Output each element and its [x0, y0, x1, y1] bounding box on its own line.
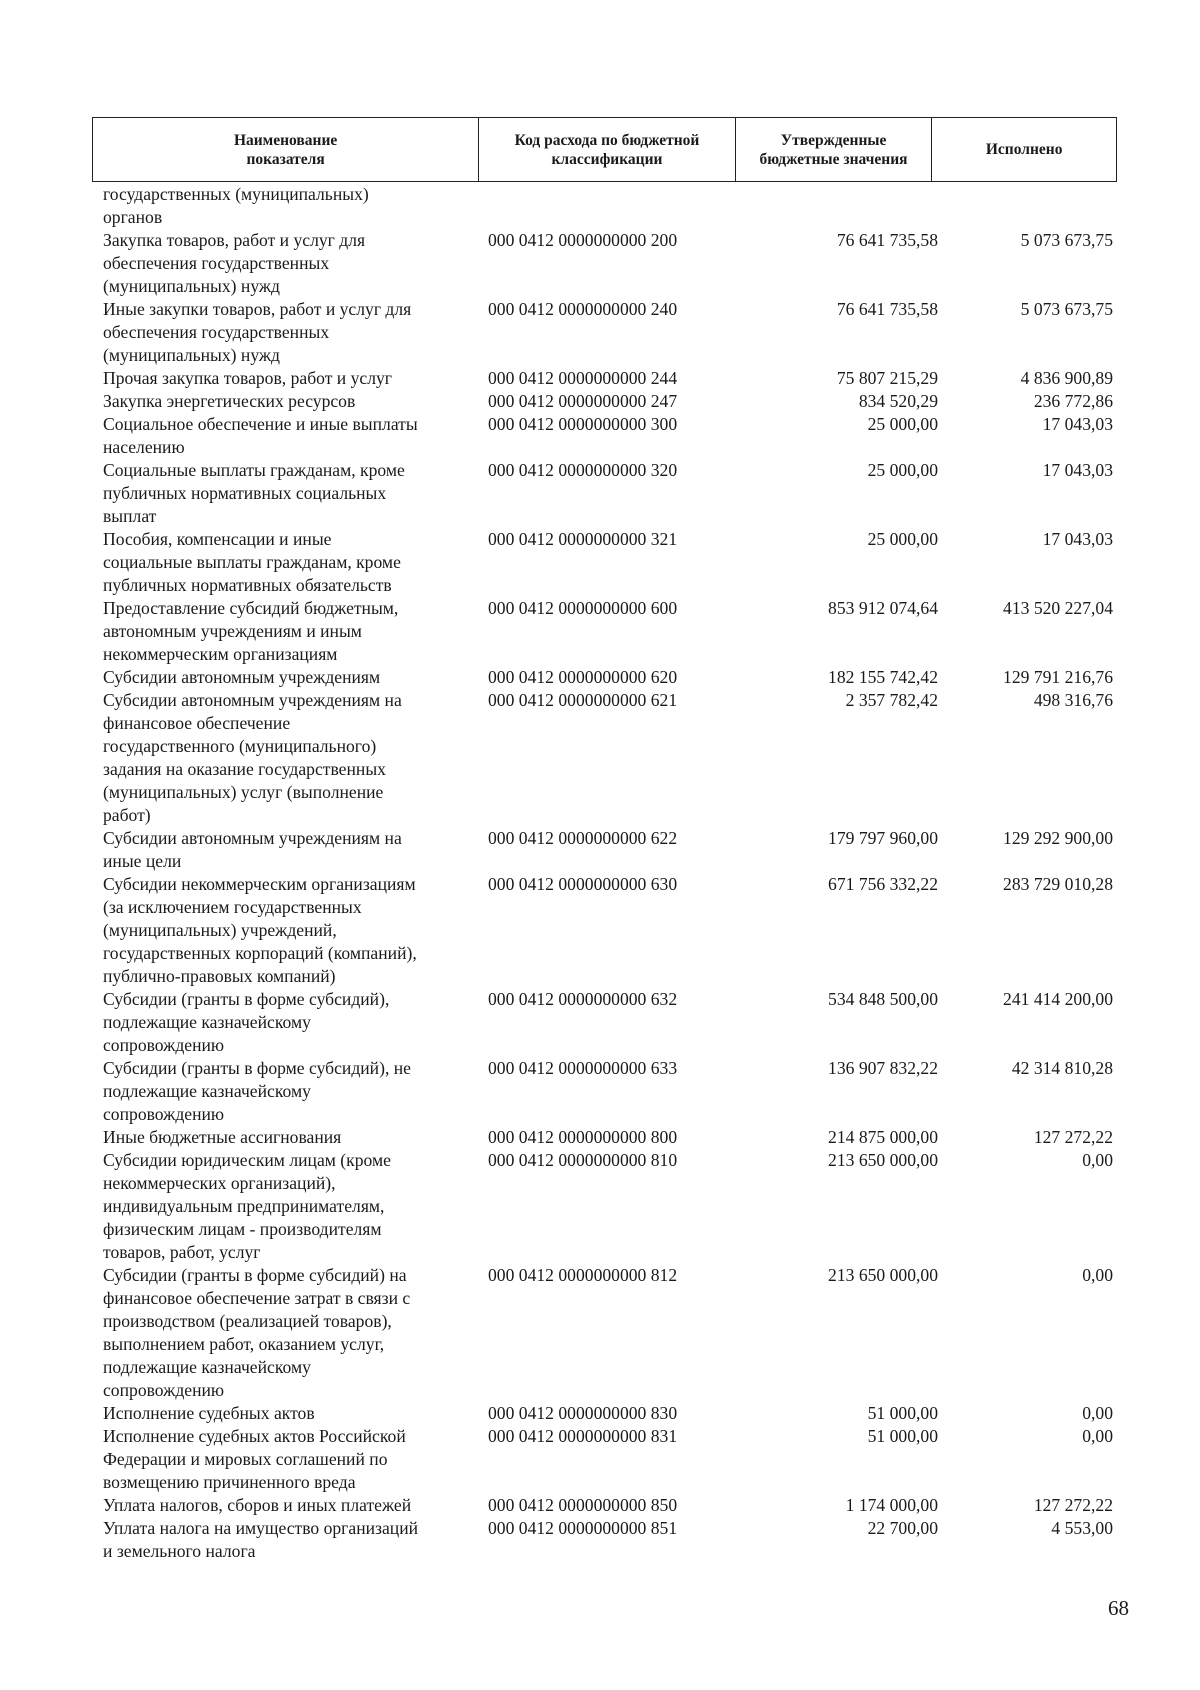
row-name: Предоставление субсидий бюджетным, автономным учреждениям и иным некоммерческим организациям	[103, 598, 399, 664]
row-name: государственных (муниципальных) органов	[103, 184, 369, 227]
table-row	[103, 873, 1113, 988]
row-name: Уплата налогов, сборов и иных платежей	[103, 1495, 412, 1515]
table-row	[103, 1264, 1113, 1402]
header-code-text: Код расхода по бюджетной классификации	[514, 131, 700, 168]
table-row	[103, 597, 1113, 666]
table-row	[103, 689, 1113, 827]
row-name: Субсидии автономным учреждениям на иные цели	[103, 828, 402, 871]
row-executed: 4 836 900,89	[1020, 368, 1113, 388]
row-approved: 25 000,00	[867, 414, 938, 434]
row-name: Уплата налога на имущество организаций и земельного налога	[103, 1518, 419, 1561]
row-executed: 241 414 200,00	[1003, 989, 1113, 1009]
row-approved: 22 700,00	[867, 1518, 938, 1538]
row-name: Субсидии автономным учреждениям на финансовое обеспечение государственного (муниципального) задания на оказание государственных (муниципальных) услуг (выполнение работ)	[103, 690, 402, 825]
row-name: Субсидии юридическим лицам (кроме некоммерческих организаций), индивидуальным предпринимателям, физическим лицам - производителям товаров, работ, услуг	[103, 1150, 391, 1262]
table-row	[103, 367, 1113, 390]
row-approved: 51 000,00	[867, 1426, 938, 1446]
table-row	[103, 229, 1113, 298]
row-executed: 0,00	[1082, 1150, 1113, 1170]
row-code: 000 0412 0000000000 620	[488, 667, 678, 687]
row-name: Исполнение судебных актов	[103, 1403, 315, 1423]
table-body	[103, 183, 1113, 1563]
row-code: 000 0412 0000000000 831	[488, 1426, 678, 1446]
row-approved: 214 875 000,00	[828, 1127, 938, 1147]
row-name: Субсидии (гранты в форме субсидий) на финансовое обеспечение затрат в связи с производством (реализацией товаров), выполнением работ, оказанием услуг, подлежащие казначейскому сопровождению	[103, 1265, 411, 1400]
row-approved	[748, 183, 938, 229]
header-executed	[932, 118, 1116, 181]
row-code: 000 0412 0000000000 240	[488, 299, 678, 319]
row-approved: 834 520,29	[858, 391, 938, 411]
row-executed: 498 316,76	[1033, 690, 1113, 710]
row-executed: 42 314 810,28	[1011, 1058, 1113, 1078]
row-executed: 129 292 900,00	[1003, 828, 1113, 848]
row-code: 000 0412 0000000000 851	[488, 1518, 678, 1538]
row-code: 000 0412 0000000000 622	[488, 828, 678, 848]
table-row	[103, 390, 1113, 413]
table-row	[103, 1126, 1113, 1149]
row-approved: 51 000,00	[867, 1403, 938, 1423]
row-executed: 0,00	[1082, 1426, 1113, 1446]
row-name: Социальные выплаты гражданам, кроме публичных нормативных социальных выплат	[103, 460, 405, 526]
table-row	[103, 1494, 1113, 1517]
row-approved: 136 907 832,22	[828, 1058, 938, 1078]
table-row	[103, 298, 1113, 367]
row-executed: 413 520 227,04	[1003, 598, 1113, 618]
row-code: 000 0412 0000000000 850	[488, 1495, 678, 1515]
row-executed: 283 729 010,28	[1003, 874, 1113, 894]
row-name: Субсидии некоммерческим организациям (за исключением государственных (муниципальных) учреждений, государственных корпораций (компаний), публично-правовых компаний)	[103, 874, 417, 986]
row-name: Пособия, компенсации и иные социальные выплаты гражданам, кроме публичных нормативных обязательств	[103, 529, 401, 595]
table-row	[103, 1517, 1113, 1563]
table-row	[103, 827, 1113, 873]
table-row	[103, 183, 1113, 229]
row-code: 000 0412 0000000000 247	[488, 391, 678, 411]
row-name: Иные закупки товаров, работ и услуг для обеспечения государственных (муниципальных) нужд	[103, 299, 412, 365]
row-code: 000 0412 0000000000 320	[488, 460, 678, 480]
row-code: 000 0412 0000000000 800	[488, 1127, 678, 1147]
row-executed: 4 553,00	[1051, 1518, 1113, 1538]
table-row	[103, 1402, 1113, 1425]
row-code: 000 0412 0000000000 632	[488, 989, 678, 1009]
row-code: 000 0412 0000000000 633	[488, 1058, 678, 1078]
row-code: 000 0412 0000000000 812	[488, 1265, 678, 1285]
row-name: Субсидии (гранты в форме субсидий), не подлежащие казначейскому сопровождению	[103, 1058, 411, 1124]
table-row	[103, 666, 1113, 689]
row-name: Закупка товаров, работ и услуг для обеспечения государственных (муниципальных) нужд	[103, 230, 366, 296]
row-name: Социальное обеспечение и иные выплаты населению	[103, 414, 418, 457]
row-code: 000 0412 0000000000 200	[488, 230, 678, 250]
row-code: 000 0412 0000000000 300	[488, 414, 678, 434]
row-executed: 127 272,22	[1033, 1127, 1113, 1147]
row-approved: 76 641 735,58	[836, 299, 938, 319]
header-approved	[736, 118, 933, 181]
table-row	[103, 1057, 1113, 1126]
row-approved: 213 650 000,00	[828, 1150, 938, 1170]
row-approved: 534 848 500,00	[828, 989, 938, 1009]
row-executed: 127 272,22	[1033, 1495, 1113, 1515]
row-approved: 25 000,00	[867, 460, 938, 480]
row-approved: 853 912 074,64	[828, 598, 938, 618]
row-name: Прочая закупка товаров, работ и услуг	[103, 368, 393, 388]
row-name: Субсидии (гранты в форме субсидий), подлежащие казначейскому сопровождению	[103, 989, 390, 1055]
row-executed	[938, 183, 1113, 229]
table-row	[103, 988, 1113, 1057]
row-approved: 671 756 332,22	[828, 874, 938, 894]
row-approved: 2 357 782,42	[845, 690, 938, 710]
table-header	[92, 117, 1117, 182]
row-code: 000 0412 0000000000 600	[488, 598, 678, 618]
row-executed: 17 043,03	[1042, 414, 1113, 434]
header-code	[479, 118, 736, 181]
row-name: Субсидии автономным учреждениям	[103, 667, 381, 687]
table-row	[103, 1425, 1113, 1494]
row-approved: 76 641 735,58	[836, 230, 938, 250]
row-code: 000 0412 0000000000 244	[488, 368, 678, 388]
row-executed: 0,00	[1082, 1265, 1113, 1285]
table-row	[103, 413, 1113, 459]
row-name: Исполнение судебных актов Российской Федерации и мировых соглашений по возмещению причиненного вреда	[103, 1426, 406, 1492]
row-name: Иные бюджетные ассигнования	[103, 1127, 342, 1147]
header-executed-text: Исполнено	[985, 141, 1063, 158]
row-code: 000 0412 0000000000 630	[488, 874, 678, 894]
row-code: 000 0412 0000000000 810	[488, 1150, 678, 1170]
row-approved: 75 807 215,29	[836, 368, 938, 388]
row-code: 000 0412 0000000000 830	[488, 1403, 678, 1423]
table-row	[103, 459, 1113, 528]
row-executed: 0,00	[1082, 1403, 1113, 1423]
row-approved: 179 797 960,00	[828, 828, 938, 848]
row-executed: 129 791 216,76	[1003, 667, 1113, 687]
row-executed: 5 073 673,75	[1020, 230, 1113, 250]
header-approved-text: Утвержденные бюджетные значения	[759, 131, 908, 168]
row-approved: 25 000,00	[867, 529, 938, 549]
row-executed: 5 073 673,75	[1020, 299, 1113, 319]
row-approved: 182 155 742,42	[828, 667, 938, 687]
row-code: 000 0412 0000000000 321	[488, 529, 678, 549]
header-name-text: Наименование показателя	[233, 131, 338, 168]
page-number: 68	[1108, 1596, 1129, 1620]
row-approved: 213 650 000,00	[828, 1265, 938, 1285]
table-row	[103, 528, 1113, 597]
row-name: Закупка энергетических ресурсов	[103, 391, 356, 411]
row-executed: 236 772,86	[1033, 391, 1113, 411]
header-name	[93, 118, 479, 181]
row-code: 000 0412 0000000000 621	[488, 690, 678, 710]
row-approved: 1 174 000,00	[845, 1495, 938, 1515]
row-executed: 17 043,03	[1042, 460, 1113, 480]
row-code	[488, 183, 748, 229]
row-executed: 17 043,03	[1042, 529, 1113, 549]
table-row	[103, 1149, 1113, 1264]
